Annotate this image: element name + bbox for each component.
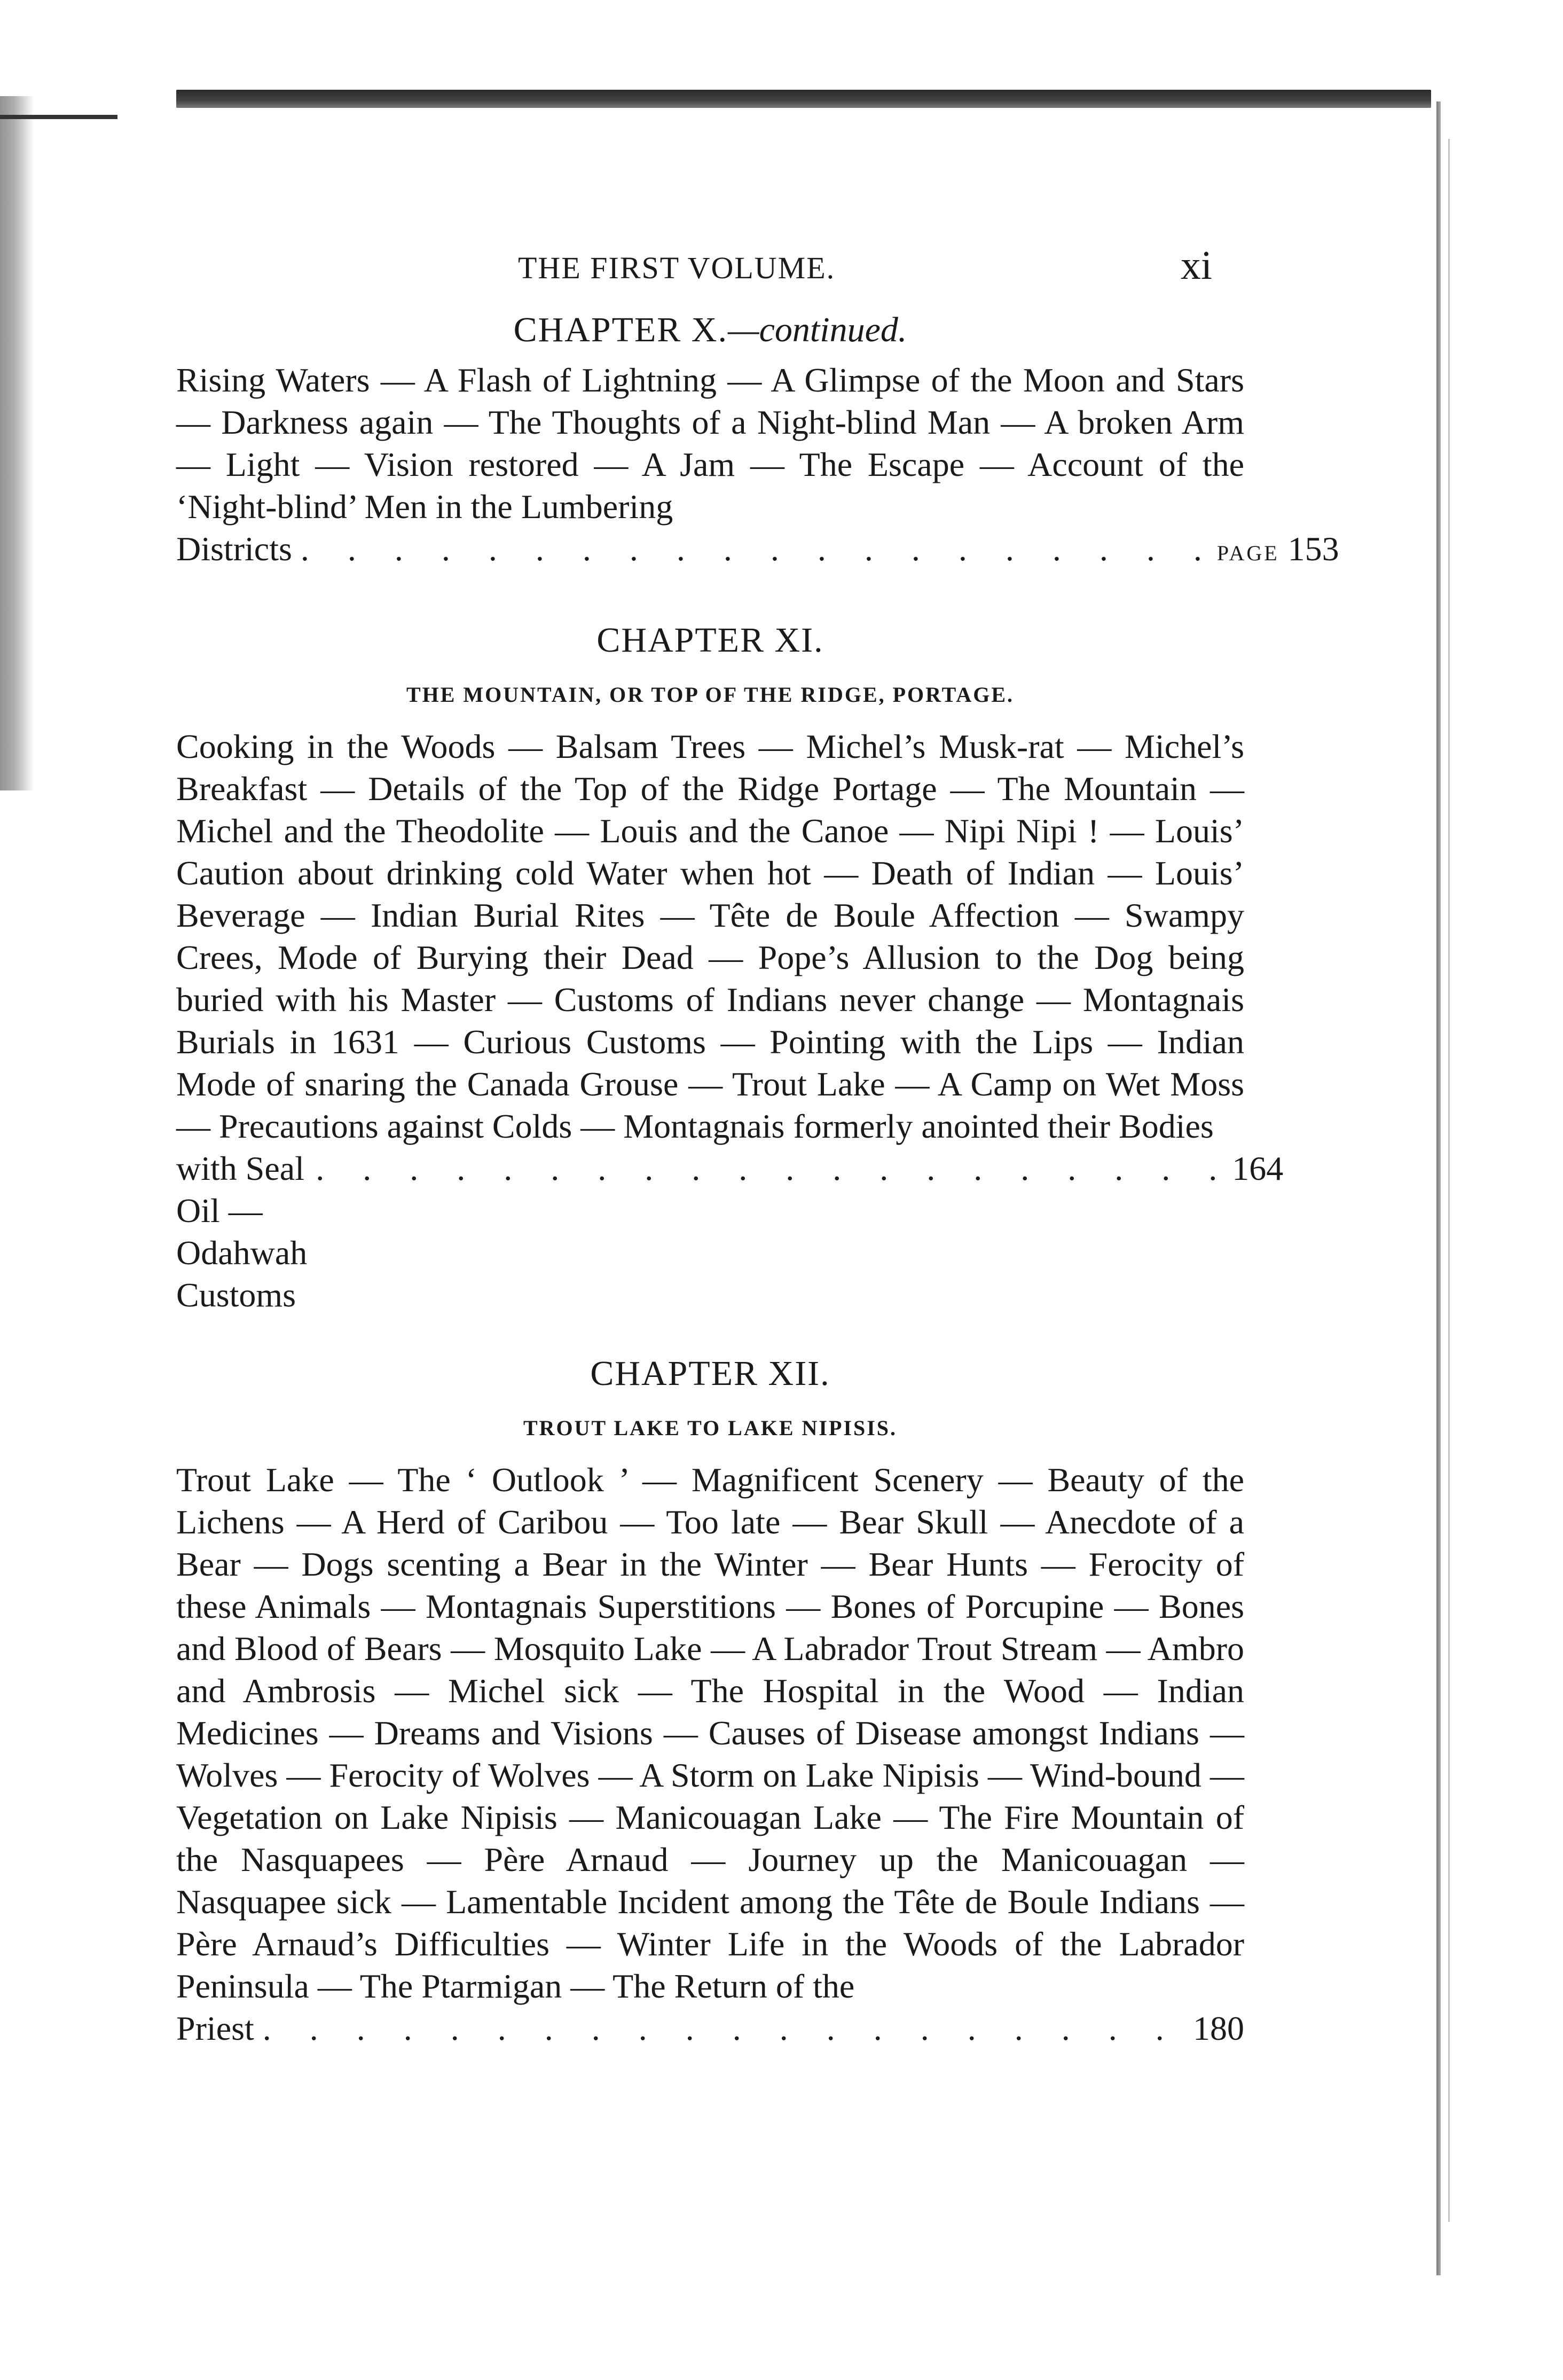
chapter-summary-last-line: with Seal Oil — Odahwah Customs xyxy=(176,1149,308,1314)
page-right-edge-inner xyxy=(1448,139,1450,2222)
scan-binding-shadow xyxy=(0,96,34,790)
chapter-summary: Trout Lake — The ‘ Outlook ’ — Magnificent Scenery — Beauty of the Lichens — A Herd of Caribou — Too late — Bear Skull — Anecdote of a Bear — Dogs scenting a Bear in the Winter — Bear Hunts — Ferocity of these Animals — Montagnais Superstitions — Bones of Porcupine — Bones and Blood of Bears — Mosquito Lake — A Labrador Trout Stream — Ambro and Ambrosis — Michel sick — The Hospital in the Wood — Indian Medicines — Dreams and Visions — Causes of Disease amongst Indians — Wolves — Ferocity of Wolves — A Storm on Lake Nipisis — Wind-bound — Vegetation on Lake Nipisis — Manicouagan Lake — The Fire Mountain of the Nasquapees — Père Arnaud — Journey up the Manicouagan — Nasquapee sick — Lamentable Incident among the Tête de Boule Indians — Père Arnaud’s Difficulties — Winter Life in the Woods of the Labrador Peninsula — The Ptarmigan — The Return of the xyxy=(176,1461,1244,2005)
toc-page xyxy=(176,235,1339,2049)
page-top-edge xyxy=(176,90,1431,108)
chapter-subtitle: TROUT LAKE TO LAKE NIPISIS. xyxy=(523,1416,898,1440)
chapter-summary-tail xyxy=(176,1147,1284,1316)
page-label: PAGE xyxy=(1216,541,1279,565)
chapter-summary: Rising Waters — A Flash of Lightning — A Glimpse of the Moon and Stars — Darkness again — The Thoughts of a Night-blind Man — A broken Arm — Light — Vision restored — A Jam — The Escape — Account of the ‘Night-blind’ Men in the Lumbering xyxy=(176,361,1244,526)
chapter-entry-xii xyxy=(176,1353,1244,2049)
chapter-heading: CHAPTER XII. xyxy=(590,1354,830,1393)
page-number: xi xyxy=(1180,243,1212,288)
continued-label: —continued. xyxy=(727,310,907,349)
page-ref-number: 164 xyxy=(1232,1149,1284,1187)
chapter-subtitle: THE MOUNTAIN, OR TOP OF THE RIDGE, PORTAGE. xyxy=(406,683,1015,707)
chapter-heading xyxy=(176,310,1244,350)
page-right-edge xyxy=(1436,101,1441,2275)
chapter-heading: CHAPTER XI. xyxy=(596,621,824,660)
chapter-summary-tail xyxy=(176,2007,1244,2049)
running-title: THE FIRST VOLUME. xyxy=(518,250,836,285)
dot-leader: . . . . . . . . . . . . . . . . . . . . xyxy=(316,1149,1232,1187)
page-ref xyxy=(1217,528,1339,574)
chapter-summary-last-line: Priest xyxy=(176,2009,254,2047)
chapter-summary: Cooking in the Woods — Balsam Trees — Michel’s Musk-rat — Michel’s Breakfast — Details of the Top of the Ridge Portage — The Mountain — Michel and the Theodolite — Louis and the Canoe — Nipi Nipi ! — Louis’ Caution about drinking cold Water when hot — Death of Indian — Louis’ Beverage — Indian Burial Rites — Tête de Boule Affection — Swampy Crees, Mode of Burying their Dead — Pope’s Allusion to the Dog being buried with his Master — Customs of Indians never change — Montagnais Burials in 1631 — Curious Customs — Pointing with the Lips — Indian Mode of snaring the Canada Grouse — Trout Lake — A Camp on Wet Moss — Precautions against Colds — Montagnais formerly anointed their Bodies xyxy=(176,727,1244,1145)
chapter-number: CHAPTER X. xyxy=(513,310,728,349)
running-head xyxy=(176,235,1244,294)
chapter-entry-xi xyxy=(176,620,1284,1316)
chapter-summary-tail xyxy=(176,528,1339,574)
chapter-summary-last-line: Districts xyxy=(176,530,292,568)
dot-leader: . . . . . . . . . . . . . . . . . . . . xyxy=(262,2009,1179,2047)
dot-leader: . . . . . . . . . . . . . . . . . . . . xyxy=(300,530,1217,568)
page-ref-number: 180 xyxy=(1193,2009,1244,2047)
scan-edge-mark xyxy=(0,115,117,119)
page-ref-number: 153 xyxy=(1287,530,1339,568)
chapter-entry-x xyxy=(176,310,1339,574)
